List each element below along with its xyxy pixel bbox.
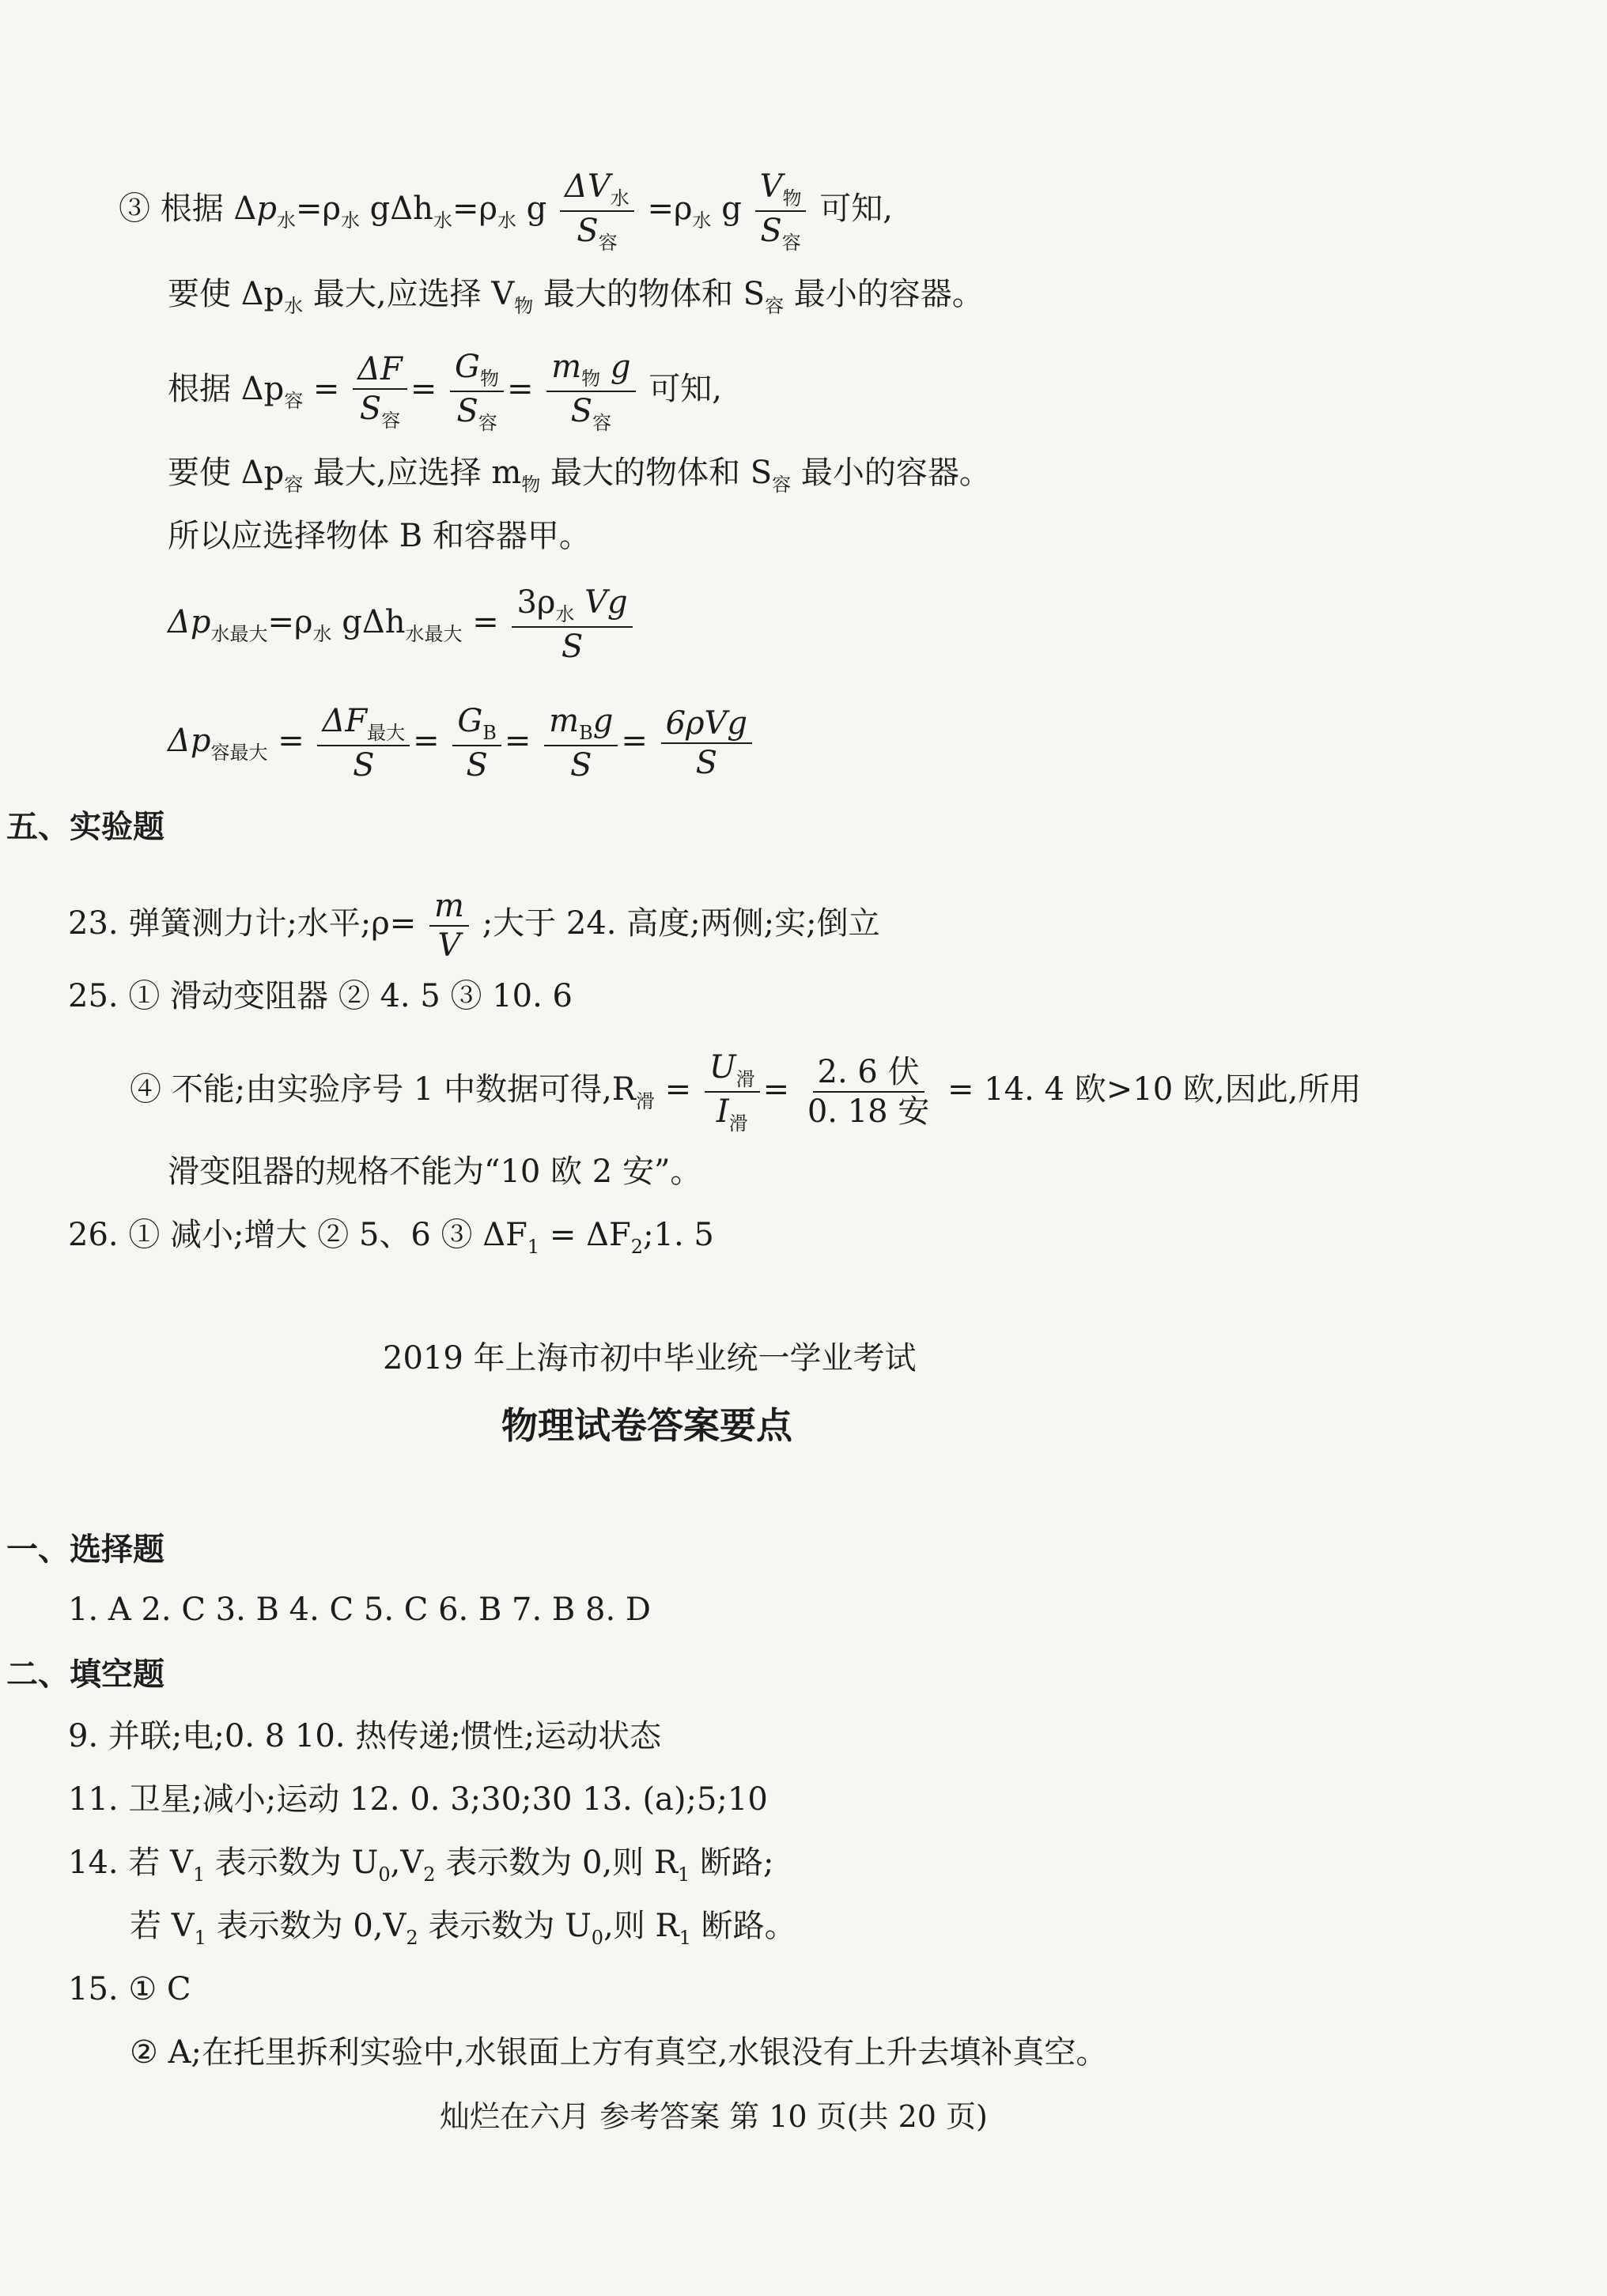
answer-26: 26. ① 减小;增大 ② 5、6 ③ $\Delta F_1$ = $\Delta F_2;1$. 5 [68, 1217, 714, 1258]
fraction: $\frac{\Delta V_水}{S_容}$ [560, 168, 634, 255]
text-line-2: 要使 $\Delta p_水$ 最大,应选择 $V_物$ 最大的物体和 $S_容$ 最小的容器。 [168, 276, 984, 317]
section-heading-fill: 二、填空题 [6, 1656, 164, 1693]
answer-14-line1: 14. 若 $V_1$ 表示数为 $U_0,V_2$ 表示数为 0,则 $R_1$ 断路; [68, 1845, 774, 1886]
text-line-4: 要使 $\Delta p_容$ 最大,应选择 $m_物$ 最大的物体和 $S_容$ 最小的容器。 [168, 455, 991, 496]
answer-25-4: ④ 不能;由实验序号 1 中数据可得$,R_滑$ = $\frac{U_滑}{I_滑}$ = $\frac{\text{2. 6 伏}}{\text{0. 18 安}}$ = 14. 4 欧>10 欧,因此,所用 [130, 1049, 1362, 1135]
fraction: $\frac{\text{6ρVg}}{S}$ [661, 704, 752, 782]
page-footer: 灿烂在六月 参考答案 第 10 页(共 20 页) [440, 2099, 988, 2134]
answer-15-line2: ② A;在托里拆利实验中,水银面上方有真空,水银没有上升去填补真空。 [130, 2034, 1108, 2071]
answers-11-13: 11. 卫星;减小;运动 12. 0. 3;30;30 13. (a);5;10 [68, 1781, 768, 1818]
fraction: $\frac{U_滑}{I_滑}$ [705, 1048, 760, 1135]
formula-line-7: $\Delta p_{容最大}$ = $\frac{\Delta F_{最大}}{S}$ = $\frac{G_B}{S}$ = $\frac{m_Bg}{S}$ = $\frac{\text{6ρVg}}{S}$ [168, 702, 755, 784]
fraction: $\frac{\text{2. 6 伏}}{\text{0. 18 安}}$ [807, 1053, 930, 1130]
fraction: $\frac{G_物}{S_容}$ [450, 348, 504, 435]
answers-9-10: 9. 并联;电;0. 8 10. 热传递;惯性;运动状态 [68, 1718, 662, 1754]
exam-title: 2019 年上海市初中毕业统一学业考试 [383, 1340, 917, 1376]
answer-23-24: 23. 弹簧测力计;水平;ρ= $\frac{m}{V}$ ;大于 24. 高度;两侧;实;倒立 [68, 888, 880, 964]
fraction: $\frac{m}{V}$ [429, 887, 469, 965]
answer-25: 25. ① 滑动变阻器 ② 4. 5 ③ 10. 6 [68, 978, 573, 1014]
fraction: $\frac{3\rho_水 Vg}{S}$ [512, 583, 632, 666]
formula-line-3: 根据 $\Delta p_容$ = $\frac{\Delta F}{S_容}$ = $\frac{G_物}{S_容}$ = $\frac{m_物 g}{S_容}$ 可知, [168, 349, 722, 434]
fraction: $\frac{\Delta F}{S_容}$ [353, 350, 407, 432]
answers-1-8: 1. A 2. C 3. B 4. C 5. C 6. B 7. B 8. D [68, 1592, 651, 1628]
formula-line-6: $\Delta p_{水最大}=\rho_水$ gΔh$_{水最大}$ = $\frac{3\rho_水 Vg}{S}$ [168, 583, 636, 666]
section-heading-choice: 一、选择题 [6, 1531, 164, 1568]
text-line-5: 所以应选择物体 B 和容器甲。 [168, 518, 591, 554]
fraction: $\frac{m_物 g}{S_容}$ [546, 348, 635, 435]
exam-subtitle: 物理试卷答案要点 [501, 1404, 792, 1447]
answer-15-line1: 15. ① C [68, 1971, 191, 2007]
section-heading-experiment: 五、实验题 [6, 809, 164, 845]
fraction: $\frac{\Delta F_{最大}}{S}$ [317, 702, 410, 784]
formula-line-1: ③ 根据 $\Delta p_水=\rho_水$ $g\Delta h_水=\rho_水$ g $\frac{\Delta V_水}{S_容}$ $=\rho_水$ g $\frac{V_物}{S_容}$ 可知, [119, 168, 893, 254]
answer-14-line2: 若 $V_1$ 表示数为 $0,V_2$ 表示数为 $U_0$,则 $R_1$ 断路。 [130, 1908, 796, 1949]
fraction: $\frac{m_Bg}{S}$ [544, 702, 618, 784]
fraction: $\frac{G_B}{S}$ [452, 702, 501, 784]
fraction: $\frac{V_物}{S_容}$ [755, 168, 807, 255]
answer-25-cont: 滑变阻器的规格不能为“10 欧 2 安”。 [168, 1154, 702, 1190]
